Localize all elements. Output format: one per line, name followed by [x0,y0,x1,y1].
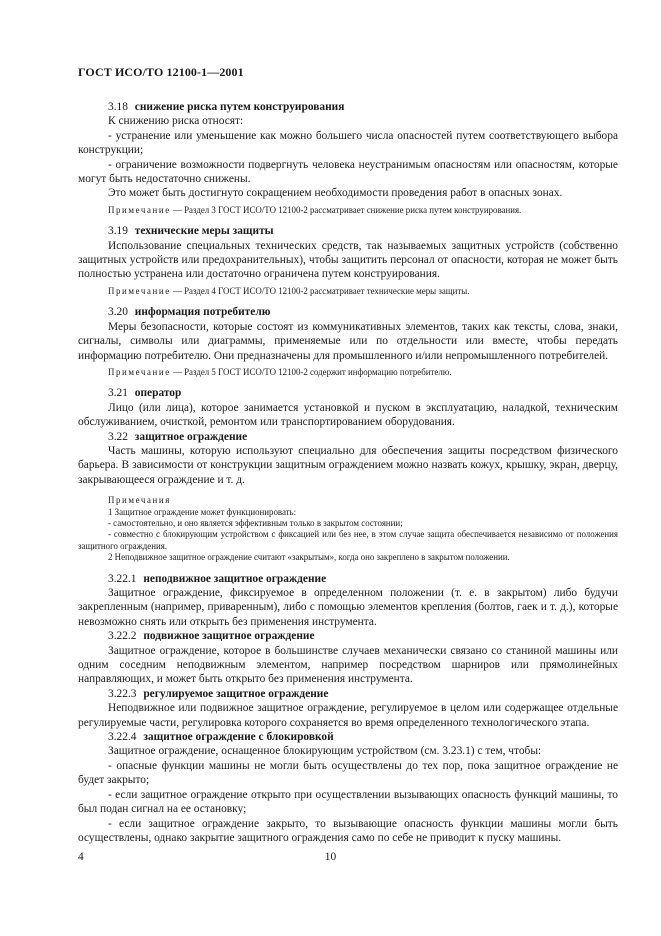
paragraph: Лицо (или лица), которое занимается установкой и пуском в эксплуатацию, наладкой, техническим обслуживанием, очисткой, ремонтом или транспортированием оборудования. [78,401,618,429]
term-number: 3.20 [108,306,128,319]
term-3-22-1 [78,572,618,586]
page-content [78,100,618,845]
paragraph: К снижению риска относят: [108,115,244,128]
paragraph: - устранение или уменьшение как можно большего числа опасностей путем соответствующего выбора конструкции; [78,129,618,157]
note-label: Примечание [108,285,171,296]
term-number: 3.22.1 [108,572,137,585]
term-title: информация потребителю [134,306,271,319]
note [78,205,618,216]
paragraph: - ограничение возможности подвергнуть человека неустранимым опасностям или опасностям, которые могут быть недостаточно снижены. [78,158,618,186]
note-text: — Раздел 3 ГОСТ ИСО/ТО 12100-2 рассматривает снижение риска путем конструирования. [170,204,522,215]
term-number: 3.19 [108,225,128,238]
page-number-left: 4 [78,851,84,863]
note-item: 1 Защитное ограждение может функционировать: [108,506,297,517]
term-number: 3.21 [108,387,128,400]
note-text: — Раздел 5 ГОСТ ИСО/ТО 12100-2 содержит информацию потребителю. [170,366,452,377]
term-number: 3.22.2 [108,630,137,643]
term-3-22-3 [78,687,618,701]
note-item: - совместно с блокирующим устройством с фиксацией или без нее, в этом случае защита обеспечивается независимо от положения защитного ограждения. [78,529,618,551]
term-3-18 [78,100,618,114]
term-title: защитное ограждение с блокировкой [143,731,334,744]
paragraph: Меры безопасности, которые состоят из коммуникативных элементов, таких как тексты, слова, знаки, сигналы, символы или диаграммы, применяемые или по отдельности или вместе, чтобы передать информацию потребителю. Они предназначены для промышленного и/или непромышленного потребителей. [78,320,618,362]
note-item: 2 Неподвижное защитное ограждение считают «закрытым», когда оно закреплено в закрытом положении. [108,552,510,563]
term-3-22 [78,430,618,444]
paragraph: Часть машины, которую используют специально для обеспечения защиты посредством физического барьера. В зависимости от конструкции защитным ограждением можно назвать кожух, крышку, экран, дверцу, закрывающееся ограждение и т. д. [78,444,618,486]
paragraph: - опасные функции машины не могли быть осуществлены до тех пор, пока защитное ограждение не будет закрыто; [78,759,618,787]
term-title: технические меры защиты [134,225,274,238]
note-label: Примечание [108,366,171,377]
term-title: неподвижное защитное ограждение [143,572,327,585]
note [78,286,618,297]
paragraph: - если защитное ограждение закрыто, то вызывающие опасность функции машины могли быть осуществлены, однако закрытие защитного ограждения само по себе не приводит к пуску машины. [78,817,618,844]
note-label: Примечание [108,204,171,215]
term-number: 3.22 [108,430,128,443]
term-title: подвижное защитное ограждение [143,630,315,643]
term-number: 3.22.4 [108,731,137,744]
term-title: регулируемое защитное ограждение [143,687,329,700]
term-title: защитное ограждение [134,430,248,443]
paragraph: - если защитное ограждение открыто при осуществлении вызывающих опасность функций машины, то был подан сигнал на ее остановку; [78,788,618,816]
paragraph: Защитное ограждение, оснащенное блокирующим устройством (см. 3.23.1) с тем, чтобы: [108,745,542,758]
note-item: - самостоятельно, и оно является эффективным только в закрытом состоянии; [108,517,403,528]
page-header: ГОСТ ИСО/ТО 12100-1—2001 [78,65,244,79]
term-3-20 [78,305,618,319]
term-title: снижение риска путем конструирования [134,101,345,113]
notes-label: Примечания [108,495,171,506]
page-number-center: 10 [324,851,337,863]
paragraph: Использование специальных технических средств, так называемых защитных устройств (собственно защитных устройств или предохранительных), чтобы защитить персонал от опасности, которая не может быть полностью устранена или достаточно ограничена путем конструирования. [78,239,618,281]
term-number: 3.18 [108,101,128,113]
term-3-22-4 [78,730,618,744]
note [78,367,618,378]
term-title: оператор [134,387,182,400]
notes-heading [78,495,618,506]
paragraph: Защитное ограждение, которое в большинстве случаев механически связано со станиной машины или одним соседним неподвижным элементом, например посредством шарниров или прямолинейных направляющих, и может быть открыто без применения инструмента. [78,644,618,686]
paragraph: Защитное ограждение, фиксируемое в определенном положении (т. е. в закрытом) либо будучи закрепленным (например, приваренным), либо с помощью элементов крепления (болтов, гаек и т. д.), которые невозможно снять или открыть без применения инструмента. [78,587,618,628]
paragraph: Это может быть достигнуто сокращением необходимости проведения работ в опасных зонах. [108,187,563,200]
note-text: — Раздел 4 ГОСТ ИСО/ТО 12100-2 рассматривает технические меры защиты. [170,285,470,296]
term-3-21 [78,386,618,400]
term-3-19 [78,224,618,238]
paragraph: Неподвижное или подвижное защитное ограждение, регулируемое в целом или содержащее отдельные регулируемые части, регулировка которого сохраняется во время определенного технологического этапа. [78,702,618,729]
term-number: 3.22.3 [108,687,137,700]
term-3-22-2 [78,629,618,643]
